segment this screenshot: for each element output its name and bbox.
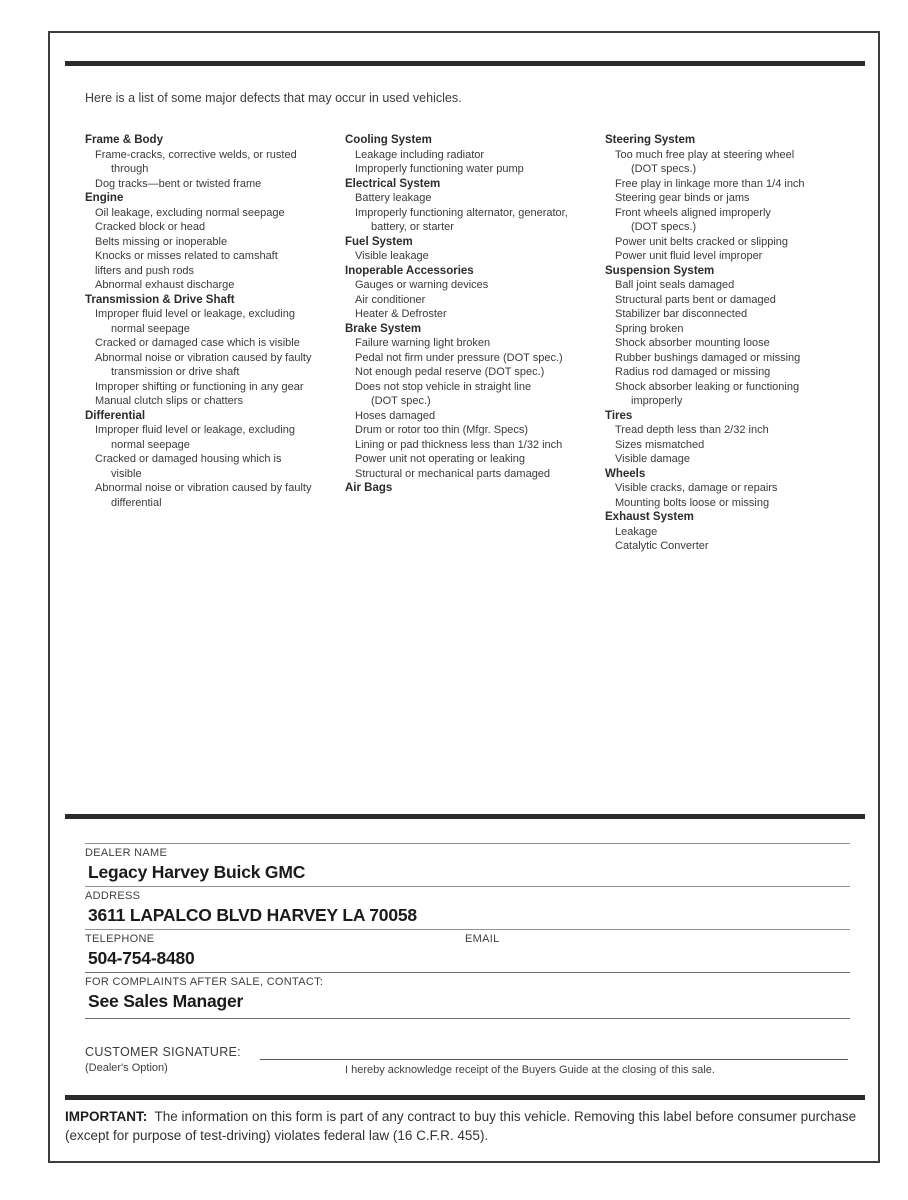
- dealer-section-divider-rule: [65, 814, 865, 819]
- defect-line: Stabilizer bar disconnected: [615, 308, 748, 320]
- defect-line: Radius rod damaged or missing: [615, 366, 771, 378]
- defect-line: Improper fluid level or leakage, excluding: [95, 424, 295, 436]
- defect-section-title: Inoperable Accessories: [345, 264, 474, 277]
- important-label: IMPORTANT:: [65, 1109, 148, 1124]
- defect-line: Shock absorber mounting loose: [615, 337, 770, 349]
- defect-section: [345, 322, 603, 482]
- defect-line: Frame-cracks, corrective welds, or rusted: [95, 148, 297, 161]
- field-line: [85, 1018, 850, 1019]
- defects-column-2: [345, 133, 603, 496]
- telephone-label: TELEPHONE: [85, 933, 155, 945]
- defect-line: Improper shifting or functioning in any gear: [95, 380, 304, 393]
- defect-line: visible: [111, 467, 142, 480]
- complaints-value: See Sales Manager: [88, 991, 244, 1011]
- defect-line: differential: [111, 496, 162, 509]
- defect-section-title: Cooling System: [345, 134, 432, 146]
- defect-line: Air conditioner: [355, 293, 426, 306]
- defect-line: Improperly functioning water pump: [355, 163, 524, 175]
- defect-line: normal seepage: [111, 438, 190, 451]
- defect-line: Structural parts bent or damaged: [615, 293, 776, 306]
- defect-line: Not enough pedal reserve (DOT spec.): [355, 366, 545, 378]
- defect-section-title: Exhaust System: [605, 511, 694, 523]
- field-line: [85, 843, 850, 844]
- defect-section: [345, 235, 603, 264]
- defect-line: through: [111, 163, 149, 175]
- defect-section-title: Suspension System: [605, 264, 715, 277]
- defect-line: Leakage: [615, 525, 658, 538]
- defect-line: Power unit not operating or leaking: [355, 453, 525, 465]
- defect-section-title: Air Bags: [345, 482, 393, 494]
- defect-line: Heater & Defroster: [355, 308, 447, 320]
- defect-line: Cracked or damaged case which is visible: [95, 337, 300, 349]
- field-line: [85, 929, 850, 930]
- defect-section-title: Brake System: [345, 322, 422, 335]
- defect-line: Drum or rotor too thin (Mfgr. Specs): [355, 424, 528, 436]
- defect-line: Hoses damaged: [355, 409, 436, 422]
- defect-line: Leakage including radiator: [355, 148, 485, 161]
- defect-line: Abnormal noise or vibration caused by faulty: [95, 351, 312, 364]
- defect-line: (DOT specs.): [631, 163, 697, 175]
- defect-line: transmission or drive shaft: [111, 366, 240, 378]
- defect-section: [85, 133, 341, 191]
- defect-line: Improper fluid level or leakage, excluding: [95, 308, 295, 320]
- field-line: [85, 886, 850, 887]
- defect-line: Power unit belts cracked or slipping: [615, 235, 789, 248]
- defect-line: Sizes mismatched: [615, 438, 705, 451]
- acknowledgment-text: I hereby acknowledge receipt of the Buyers Guide at the closing of this sale.: [345, 1064, 715, 1076]
- defect-section: [605, 264, 867, 409]
- defect-section: [345, 133, 603, 177]
- dealer-name-label: DEALER NAME: [85, 847, 168, 859]
- dealer-name-value: Legacy Harvey Buick GMC: [88, 862, 306, 882]
- defect-line: Abnormal noise or vibration caused by faulty: [95, 482, 312, 494]
- defect-line: Abnormal exhaust discharge: [95, 279, 235, 291]
- defect-line: Improperly functioning alternator, generator,: [355, 206, 568, 219]
- defect-line: Gauges or warning devices: [355, 279, 489, 291]
- defect-section: [345, 481, 603, 496]
- defect-line: (DOT specs.): [631, 221, 697, 233]
- defect-section-title: Tires: [605, 409, 633, 422]
- defect-section-title: Differential: [85, 409, 146, 422]
- important-text: The information on this form is part of any contract to buy this vehicle. Removing this label before consumer purchase (except for purpose of test-driving) violates federal law (16 C.F.R. 455).: [65, 1109, 857, 1143]
- defect-line: Power unit fluid level improper: [615, 250, 763, 262]
- defect-line: (DOT spec.): [371, 395, 431, 407]
- defect-line: Failure warning light broken: [355, 337, 491, 349]
- signature-line: [260, 1059, 848, 1060]
- address-label: ADDRESS: [85, 890, 141, 902]
- email-label: EMAIL: [465, 933, 500, 945]
- defect-line: Free play in linkage more than 1/4 inch: [615, 177, 805, 190]
- defect-line: Belts missing or inoperable: [95, 235, 228, 248]
- defect-section-title: Wheels: [605, 467, 646, 480]
- defect-section-title: Frame & Body: [85, 134, 163, 146]
- defect-line: Spring broken: [615, 322, 684, 335]
- defect-line: Catalytic Converter: [615, 540, 709, 552]
- defect-line: Structural or mechanical parts damaged: [355, 467, 551, 480]
- defect-line: Shock absorber leaking or functioning: [615, 380, 800, 393]
- important-notice: [65, 1107, 869, 1145]
- defect-line: Ball joint seals damaged: [615, 279, 735, 291]
- defect-line: Does not stop vehicle in straight line: [355, 380, 532, 393]
- defect-line: Cracked or damaged housing which is: [95, 453, 282, 465]
- defect-section: [345, 177, 603, 235]
- defect-section-title: Engine: [85, 192, 124, 204]
- defect-section-title: Transmission & Drive Shaft: [85, 293, 235, 306]
- defect-section-title: Fuel System: [345, 235, 413, 248]
- customer-signature-label: CUSTOMER SIGNATURE:: [85, 1045, 241, 1059]
- defect-line: Tread depth less than 2/32 inch: [615, 424, 769, 436]
- defect-line: Pedal not firm under pressure (DOT spec.): [355, 351, 563, 364]
- complaints-label: FOR COMPLAINTS AFTER SALE, CONTACT:: [85, 976, 324, 988]
- defect-line: Cracked block or head: [95, 221, 206, 233]
- defect-line: Rubber bushings damaged or missing: [615, 351, 801, 364]
- defect-section: [605, 133, 867, 264]
- defect-line: Manual clutch slips or chatters: [95, 395, 243, 407]
- defect-section: [605, 467, 867, 511]
- defects-intro-text: Here is a list of some major defects that may occur in used vehicles.: [85, 91, 462, 105]
- defect-line: normal seepage: [111, 322, 190, 335]
- defect-line: Visible damage: [615, 453, 691, 465]
- defect-section: [605, 510, 867, 554]
- defect-line: Mounting bolts loose or missing: [615, 496, 770, 509]
- defect-line: Visible leakage: [355, 250, 429, 262]
- defect-section-title: Steering System: [605, 134, 696, 146]
- defect-line: Too much free play at steering wheel: [615, 148, 795, 161]
- defect-line: Steering gear binds or jams: [615, 192, 750, 204]
- defect-section: [85, 191, 341, 293]
- defect-line: Knocks or misses related to camshaft: [95, 250, 278, 262]
- defects-column-1: [85, 133, 341, 510]
- telephone-value: 504-754-8480: [88, 948, 195, 968]
- footer-divider-rule: [65, 1095, 865, 1100]
- buyers-guide-page: [48, 31, 880, 1163]
- defect-line: Front wheels aligned improperly: [615, 206, 771, 219]
- defect-line: Lining or pad thickness less than 1/32 inch: [355, 438, 563, 451]
- defect-line: Battery leakage: [355, 192, 432, 204]
- defect-section: [85, 409, 341, 511]
- address-value: 3611 LAPALCO BLVD HARVEY LA 70058: [88, 905, 417, 925]
- defect-section-title: Electrical System: [345, 177, 441, 190]
- defect-line: battery, or starter: [371, 221, 454, 233]
- defect-line: lifters and push rods: [95, 264, 195, 277]
- defect-section: [345, 264, 603, 322]
- defect-section: [605, 409, 867, 467]
- defects-column-3: [605, 133, 867, 554]
- defect-line: improperly: [631, 395, 683, 407]
- defect-line: Oil leakage, excluding normal seepage: [95, 206, 285, 219]
- defect-line: Visible cracks, damage or repairs: [615, 482, 778, 494]
- defect-line: Dog tracks—bent or twisted frame: [95, 177, 262, 190]
- field-line: [85, 972, 850, 973]
- defect-section: [85, 293, 341, 409]
- top-divider-rule: [65, 61, 865, 66]
- dealers-option-note: (Dealer's Option): [85, 1062, 168, 1074]
